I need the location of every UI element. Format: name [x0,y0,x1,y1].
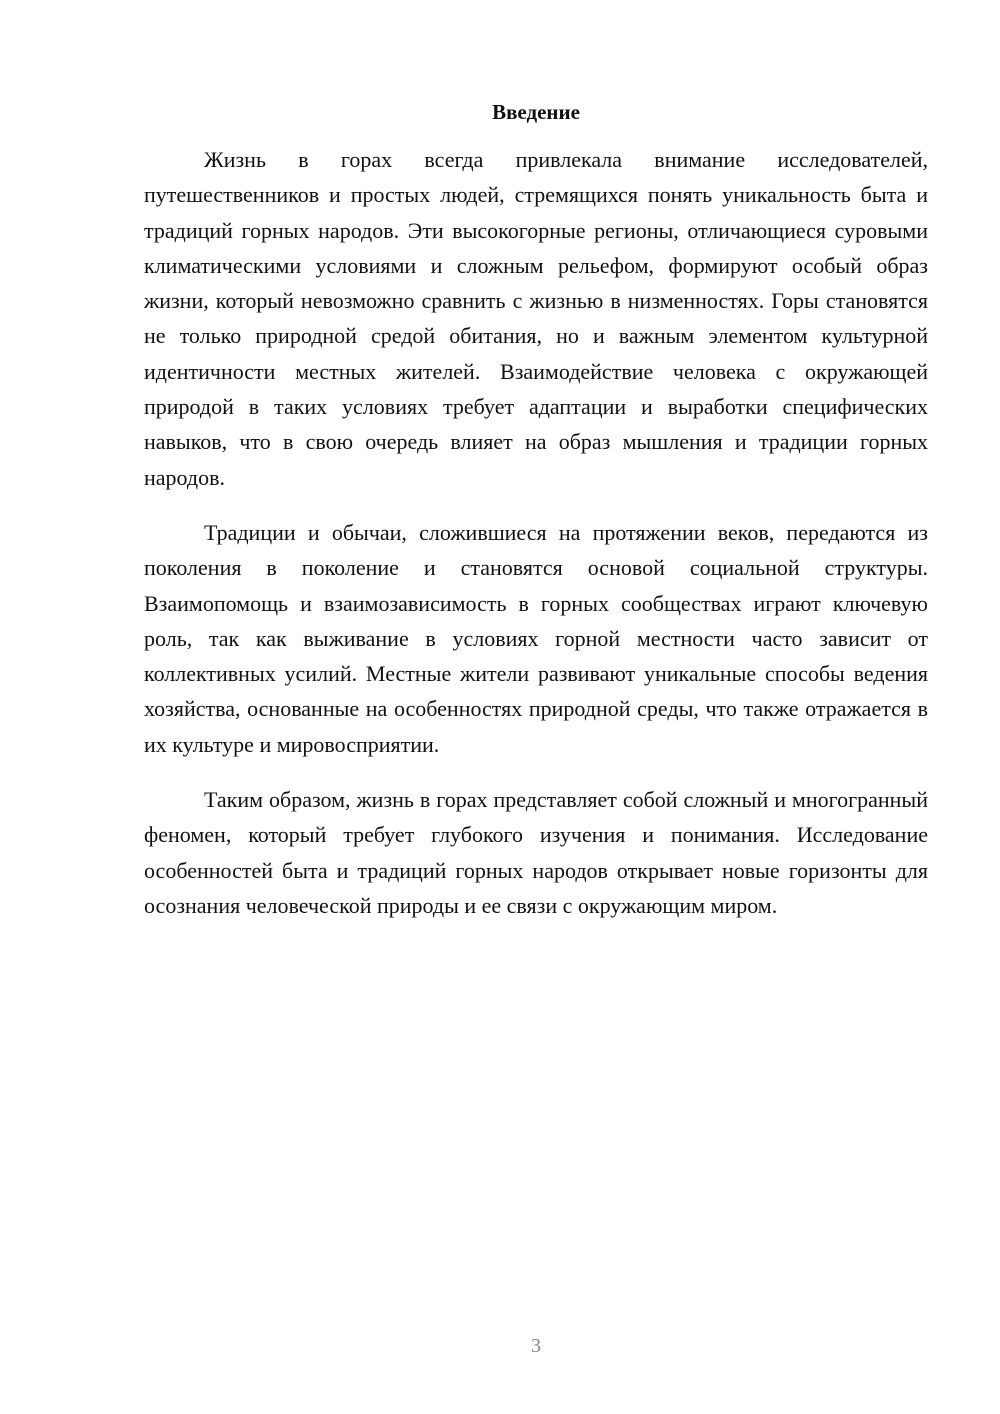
body-text [144,142,928,923]
paragraph-3: Таким образом, жизнь в горах представляет собой сложный и многогранный феномен, который требует глубокого изучения и понимания. Исследование особенностей быта и традиций горных народов открывает новые горизонты для осознания человеческой природы и ее связи с окружающим миром. [144,787,928,918]
section-title: Введение [492,100,580,124]
page-number: 3 [531,1335,541,1357]
paragraph-2: Традиции и обычаи, сложившиеся на протяжении веков, передаются из поколения в поколение и становятся основой социальной структуры. Взаимопомощь и взаимозависимость в горных сообществах играют ключевую роль, так как выживание в условиях горной местности часто зависит от коллективных усилий. Местные жители развивают уникальные способы ведения хозяйства, основанные на особенностях природной среды, что также отражается в их культуре и мировосприятии. [144,519,928,757]
paragraph-1: Жизнь в горах всегда привлекала внимание исследователей, путешественников и простых людей, стремящихся понять уникальность быта и традиций горных народов. Эти высокогорные регионы, отличающиеся суровыми климатическими условиями и сложным рельефом, формируют особый образ жизни, который невозможно сравнить с жизнью в низменностях. Горы становятся не только природной средой обитания, но и важным элементом культурной идентичности местных жителей. Взаимодействие человека с окружающей природой в таких условиях требует адаптации и выработки специфических навыков, что в свою очередь влияет на образ мышления и традиции горных народов. [144,147,928,490]
